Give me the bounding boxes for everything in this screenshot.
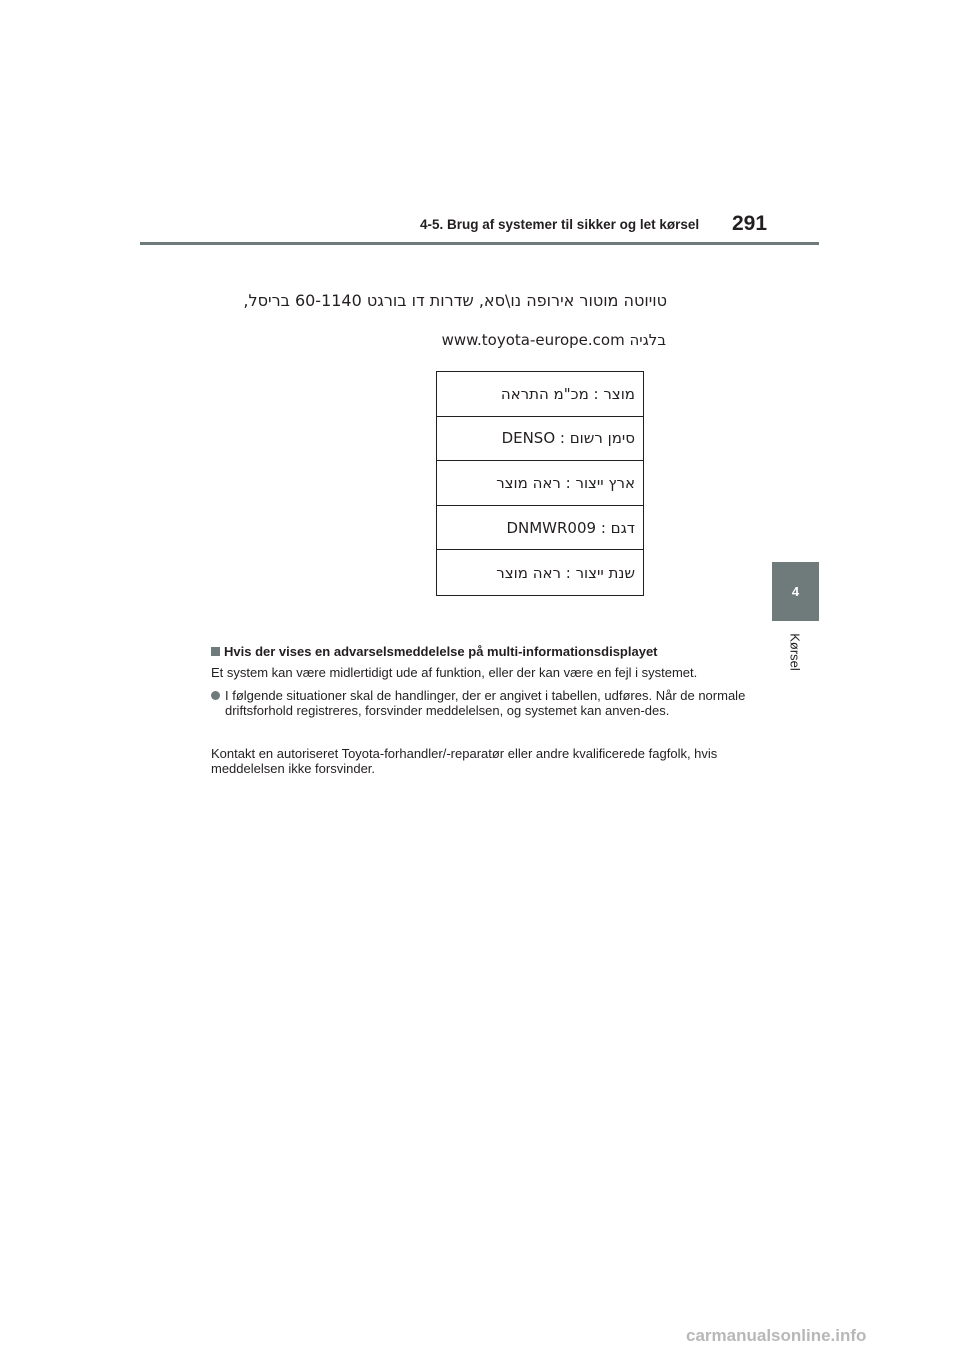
circle-bullet-icon bbox=[211, 691, 220, 700]
section-heading-text: Hvis der vises en advarselsmeddelelse på multi-informationsdisplayet bbox=[224, 644, 658, 659]
section-title: 4-5. Brug af systemer til sikker og let kørsel bbox=[420, 217, 700, 232]
page-number: 291 bbox=[732, 212, 768, 235]
hebrew-address-line2: בלגיה www.toyota-europe.com bbox=[441, 331, 666, 349]
label-row-country: ארץ ייצור : ראה מוצר bbox=[437, 461, 643, 506]
bullet-text: I følgende situationer skal de handlinger, der er angivet i tabellen, udføres. Når de normale driftsforhold registreres, forsvinder meddelelsen, og systemet kan anven-des. bbox=[225, 688, 746, 718]
chapter-number: 4 bbox=[791, 584, 800, 599]
label-row-trademark: סימן רשום : DENSO bbox=[437, 417, 643, 462]
chapter-tab bbox=[772, 562, 819, 621]
label-row-model: דגם : DNMWR009 bbox=[437, 506, 643, 551]
header-divider bbox=[140, 242, 819, 245]
section-heading bbox=[211, 644, 658, 659]
square-bullet-icon bbox=[211, 647, 220, 656]
paragraph-intro: Et system kan være midlertidigt ude af funktion, eller der kan være en fejl i systemet. bbox=[211, 665, 698, 680]
paragraph-contact: Kontakt en autoriseret Toyota-forhandler/-reparatør eller andre kvalificerede fagfolk, hvis meddelelsen ikke forsvinder. bbox=[211, 746, 718, 776]
hebrew-address-line1: טויוטה מוטור אירופה נו\סא, שדרות דו בורגט 60-1140 בריסל, bbox=[243, 291, 667, 310]
chapter-label: Kørsel bbox=[787, 633, 803, 671]
product-label-table bbox=[436, 371, 644, 596]
label-row-product: מוצר : מכ"מ התראה bbox=[437, 372, 643, 417]
watermark: carmanualsonline.info bbox=[686, 1326, 867, 1345]
label-row-year: שנת ייצור : ראה מוצר bbox=[496, 563, 635, 582]
bullet-item bbox=[211, 688, 756, 718]
